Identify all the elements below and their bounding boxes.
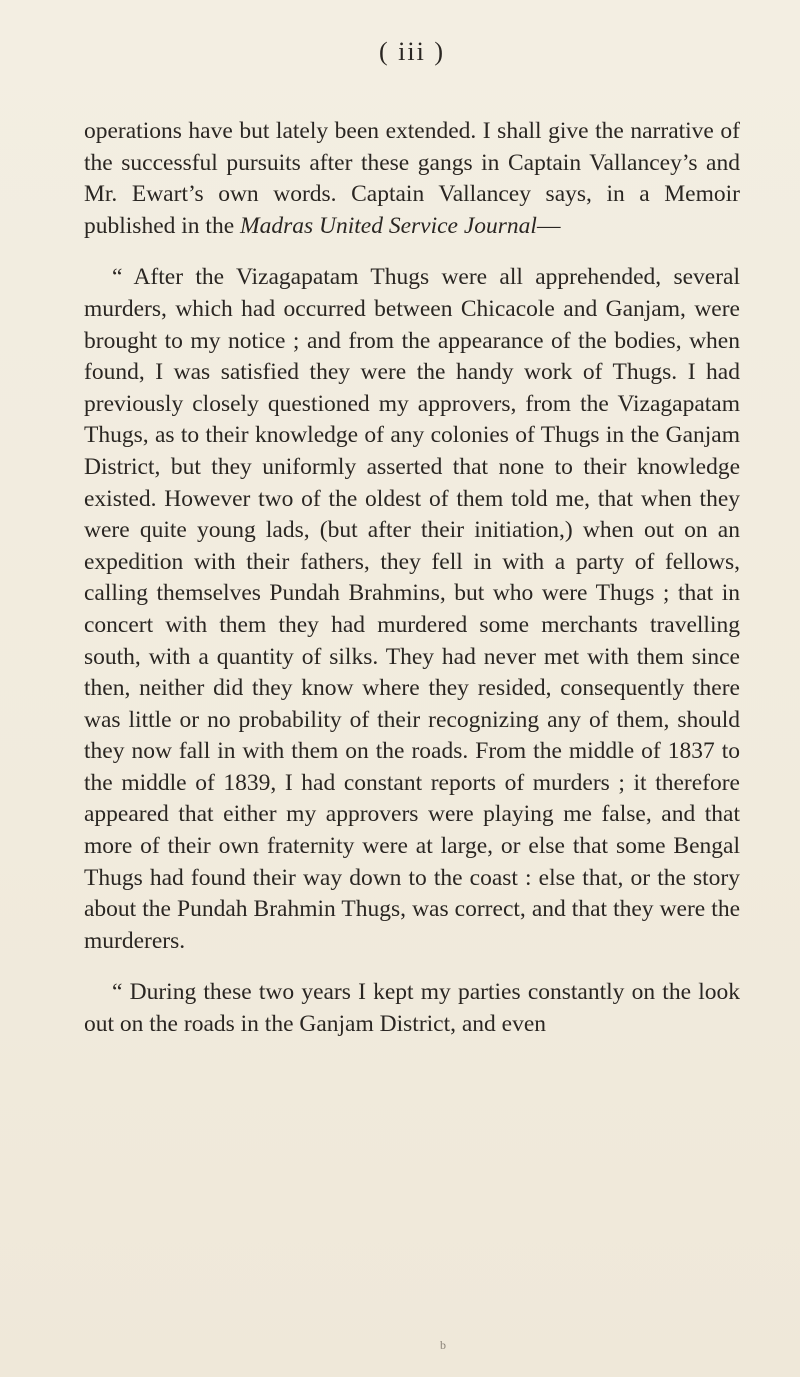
paragraph-1 <box>84 116 740 242</box>
paragraph-1-text: operations have but lately been extended. I shall give the narrative of the successful pursuits after these gangs in Captain Vallancey’s and Mr. Ewart’s own words. Captain Vallancey says, in a Memoir published in the <box>84 118 740 239</box>
body-text <box>84 116 740 1041</box>
paragraph-3: “ During these two years I kept my parties constantly on the look out on the roads in the Ganjam District, and even <box>84 979 740 1038</box>
page-number-header <box>84 0 740 116</box>
paragraph-1-dash: — <box>536 212 561 239</box>
paragraph-2: “ After the Vizagapatam Thugs were all apprehended, several murders, which had occurred between Chicacole and Ganjam, were brought to my notice ; and from the appearance of the bodies, when found, I was satisfied they were the handy work of Thugs. I had previously closely questioned my approvers, from the Vizagapatam Thugs, as to their knowledge of any colonies of Thugs in the Ganjam District, but they uniformly asserted that none to their knowledge existed. However two of the oldest of them told me, that when they were quite young lads, (but after their initiation,) when out on an expedition with their fathers, they fell in with a party of fellows, calling themselves Pundah Brahmins, but who were Thugs ; that in concert with them they had murdered some merchants travelling south, with a quantity of silks. They had never met with them since then, neither did they know where they resided, consequently there was little or no probability of their recognizing any of them, should they now fall in with them on the roads. From the middle of 1837 to the middle of 1839, I had constant reports of murders ; it therefore appeared that either my approvers were playing me false, and that more of their own fraternity were at large, or else that some Bengal Thugs had found their way down to the coast : else that, or the story about the Pundah Brahmin Thugs, was correct, and that they were the murderers. <box>84 264 740 954</box>
signature-mark: b <box>440 1338 446 1352</box>
journal-title: Madras United Service Journal <box>240 212 537 239</box>
page-number: ( iii ) <box>379 37 445 66</box>
